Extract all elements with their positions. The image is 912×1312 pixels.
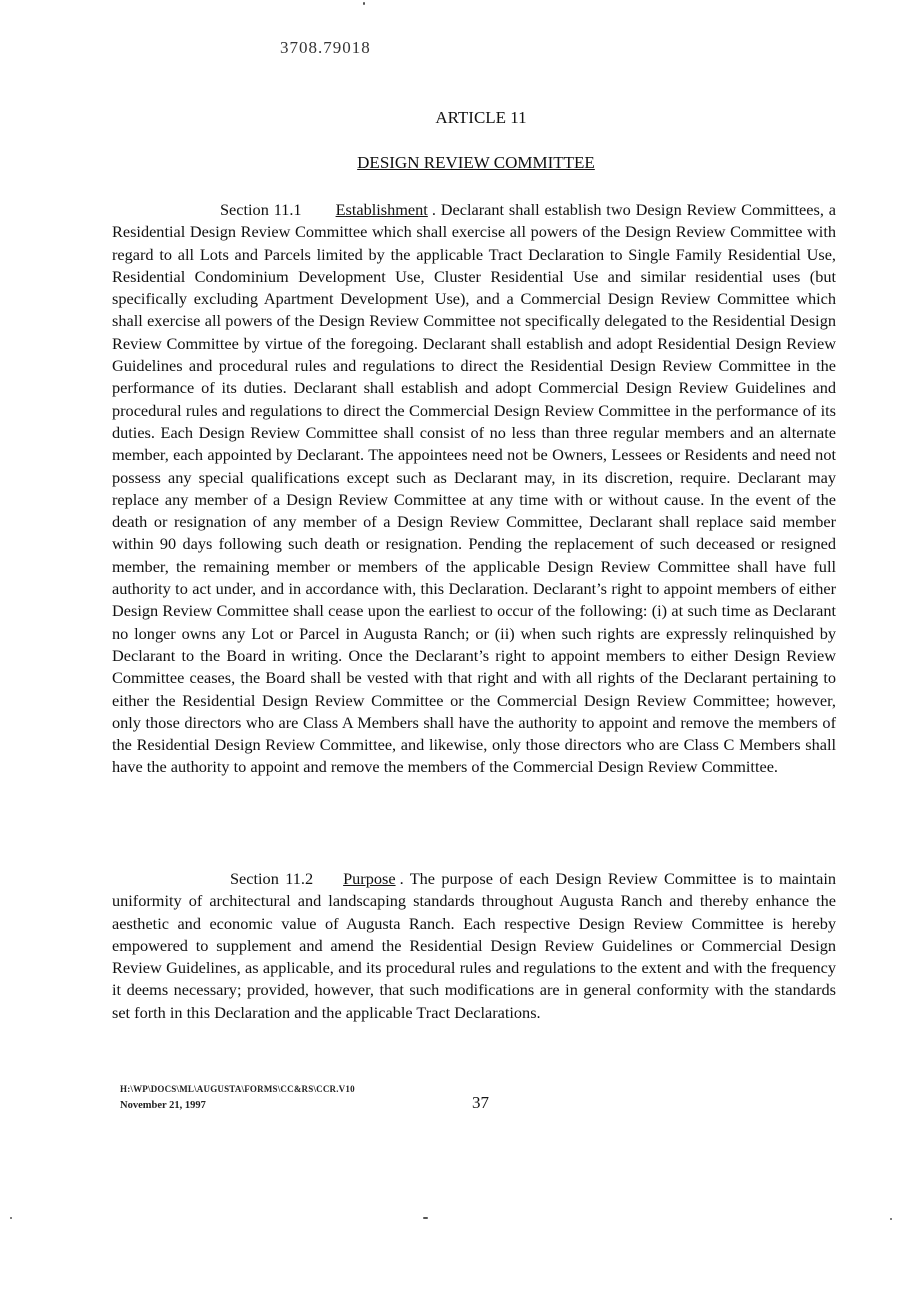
scan-speck (363, 2, 365, 5)
scan-speck (10, 1217, 12, 1219)
section-number: Section 11.2 (230, 869, 314, 888)
document-stamp: 3708.79018 (280, 38, 371, 57)
article-heading-text: ARTICLE 11 (435, 108, 527, 127)
section-heading: Establishment (335, 200, 428, 219)
footer-file-path: H:\WP\DOCS\ML\AUGUSTA\FORMS\CC&RS\CCR.V10 (120, 1084, 355, 1094)
section-heading: Purpose (343, 869, 396, 888)
scan-speck (423, 1217, 428, 1219)
section-number: Section 11.1 (220, 200, 302, 219)
page-number: 37 (472, 1093, 489, 1112)
scan-speck (890, 1218, 892, 1220)
section-body: . Declarant shall establish two Design Review Committees, a Residential Design Review Committee which shall exercise all powers of the Design Review Committee with regard to all Lots and Parcels limited by the applicable Tract Declaration to Single Family Residential Use, Residential Condominium Development Use, Cluster Residential Use and similar residential uses (but specifically excluding Apartment Development Use), and a Commercial Design Review Committee which shall exercise all powers of the Design Review Committee not specifically delegated to the Residential Design Review Committee by virtue of the foregoing. Declarant shall establish and adopt Residential Design Review Guidelines and procedural rules and regulations to direct the Residential Design Review Committee in the performance of its duties. Declarant shall establish and adopt Commercial Design Review Guidelines and procedural rules and regulations to direct the Commercial Design Review Committee in the performance of its duties. Each Design Review Committee shall consist of no less than three regular members and an alternate member, each appointed by Declarant. The appointees need not be Owners, Lessees or Residents and need not possess any special qualifications except such as Declarant may, in its discretion, require. Declarant may replace any member of a Design Review Committee at any time with or without cause. In the event of the death or resignation of any member of a Design Review Committee, Declarant shall replace said member within 90 days following such death or resignation. Pending the replacement of such deceased or resigned member, the remaining member or members of the applicable Design Review Committee shall have full authority to act under, and in accordance with, this Declaration. Declarant’s right to appoint members of either Design Review Committee shall cease upon the earliest to occur of the following: (i) at such time as Declarant no longer owns any Lot or Parcel in Augusta Ranch; or (ii) when such rights are expressly relinquished by Declarant to the Board in writing. Once the Declarant’s right to appoint members to either Design Review Committee ceases, the Board shall be vested with that right and with all rights of the Declarant pertaining to either the Residential Design Review Committee or the Commercial Design Review Committee; however, only those directors who are Class A Members shall have the authority to appoint and remove the members of the Residential Design Review Committee, and likewise, only those directors who are Class C Members shall have the authority to appoint and remove the members of the Commercial Design Review Committee. (112, 200, 836, 777)
section-11-2 (112, 868, 836, 1024)
footer-date: November 21, 1997 (120, 1100, 206, 1111)
article-title-text: DESIGN REVIEW COMMITTEE (357, 153, 595, 172)
article-title (0, 153, 912, 173)
section-body: . The purpose of each Design Review Committee is to maintain uniformity of architectural and landscaping standards throughout Augusta Ranch and thereby enhance the aesthetic and economic value of Augusta Ranch. Each respective Design Review Committee is hereby empowered to supplement and amend the Residential Design Review Guidelines or Commercial Design Review Guidelines, as applicable, and its procedural rules and regulations to the extent and with the frequency it deems necessary; provided, however, that such modifications are in general conformity with the standards set forth in this Declaration and the applicable Tract Declarations. (112, 869, 836, 1022)
section-11-1 (112, 199, 836, 779)
article-heading (0, 108, 912, 128)
